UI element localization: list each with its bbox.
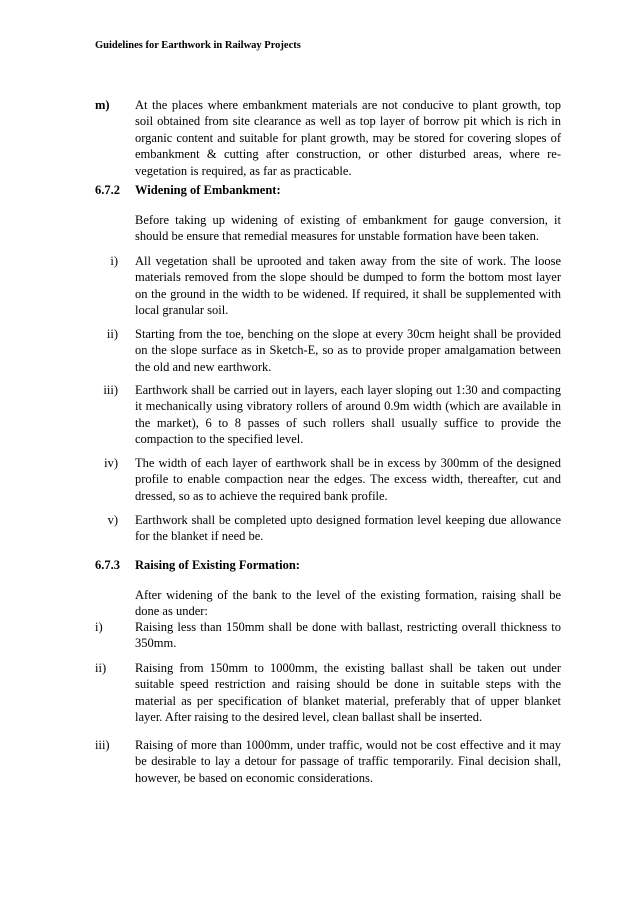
section-number: 6.7.2: [95, 183, 120, 197]
item-label: ii): [95, 661, 107, 675]
section-title: Raising of Existing Formation:: [135, 558, 300, 572]
item-label: ii): [106, 327, 118, 341]
section-title: Widening of Embankment:: [135, 183, 281, 197]
page-header: Guidelines for Earthwork in Railway Projects: [95, 40, 301, 51]
item-text: All vegetation shall be uprooted and taken away from the site of work. The loose materials removed from the slope should be dumped to form the bottom most layer on the ground in the width to be widened. If required, it shall be supplemented with local granular soil.: [135, 254, 561, 318]
item-text: At the places where embankment materials are not conducive to plant growth, top soil obtained from site clearance as well as top layer of borrow pit which is rich in organic content and suitable for plant growth, may be stored for covering slopes of embankment & cutting after construction, or other disturbed areas, where re-vegetation is required, as far as practicable.: [135, 98, 561, 178]
item-text: Earthwork shall be carried out in layers, each layer sloping out 1:30 and compacting it mechanically using vibratory rollers of around 0.9m width (which are available in the market), 6 to 8 passes of such rollers shall usually suffice to provide the compaction to the specified level.: [135, 383, 561, 447]
item-text: Raising of more than 1000mm, under traffic, would not be cost effective and it may be desirable to lay a detour for passage of traffic temporarily. Final decision shall, however, be based on economic considerations.: [135, 738, 561, 785]
item-label: i): [110, 254, 118, 268]
item-text: Raising from 150mm to 1000mm, the existing ballast shall be taken out under suitable speed restriction and raising should be done in suitable steps with the material as per specification of blanket material, preferably that of upper blanket layer. After raising to the desired level, clean ballast shall be inserted.: [135, 661, 561, 725]
section-number: 6.7.3: [95, 558, 120, 572]
item-label: i): [95, 620, 103, 634]
item-text: The width of each layer of earthwork shall be in excess by 300mm of the designed profile to enable compaction near the edges. The excess width, thereafter, cut and dressed, so as to achieve the required bank profile.: [135, 456, 561, 503]
item-label: iv): [104, 456, 118, 470]
paragraph: After widening of the bank to the level of the existing formation, raising shall be done as under:: [135, 588, 561, 619]
item-label: iii): [95, 738, 110, 752]
item-label: m): [95, 98, 110, 112]
item-text: Starting from the toe, benching on the slope at every 30cm height shall be provided on the slope surface as in Sketch-E, so as to provide proper amalgamation between the old and new earthwork.: [135, 327, 561, 374]
item-text: Raising less than 150mm shall be done with ballast, restricting overall thickness to 350mm.: [135, 620, 561, 651]
paragraph: Before taking up widening of existing of embankment for gauge conversion, it should be ensure that remedial measures for unstable formation have been taken.: [135, 213, 561, 244]
item-text: Earthwork shall be completed upto designed formation level keeping due allowance for the blanket if need be.: [135, 513, 561, 544]
item-label: v): [107, 513, 118, 527]
item-label: iii): [103, 383, 118, 397]
